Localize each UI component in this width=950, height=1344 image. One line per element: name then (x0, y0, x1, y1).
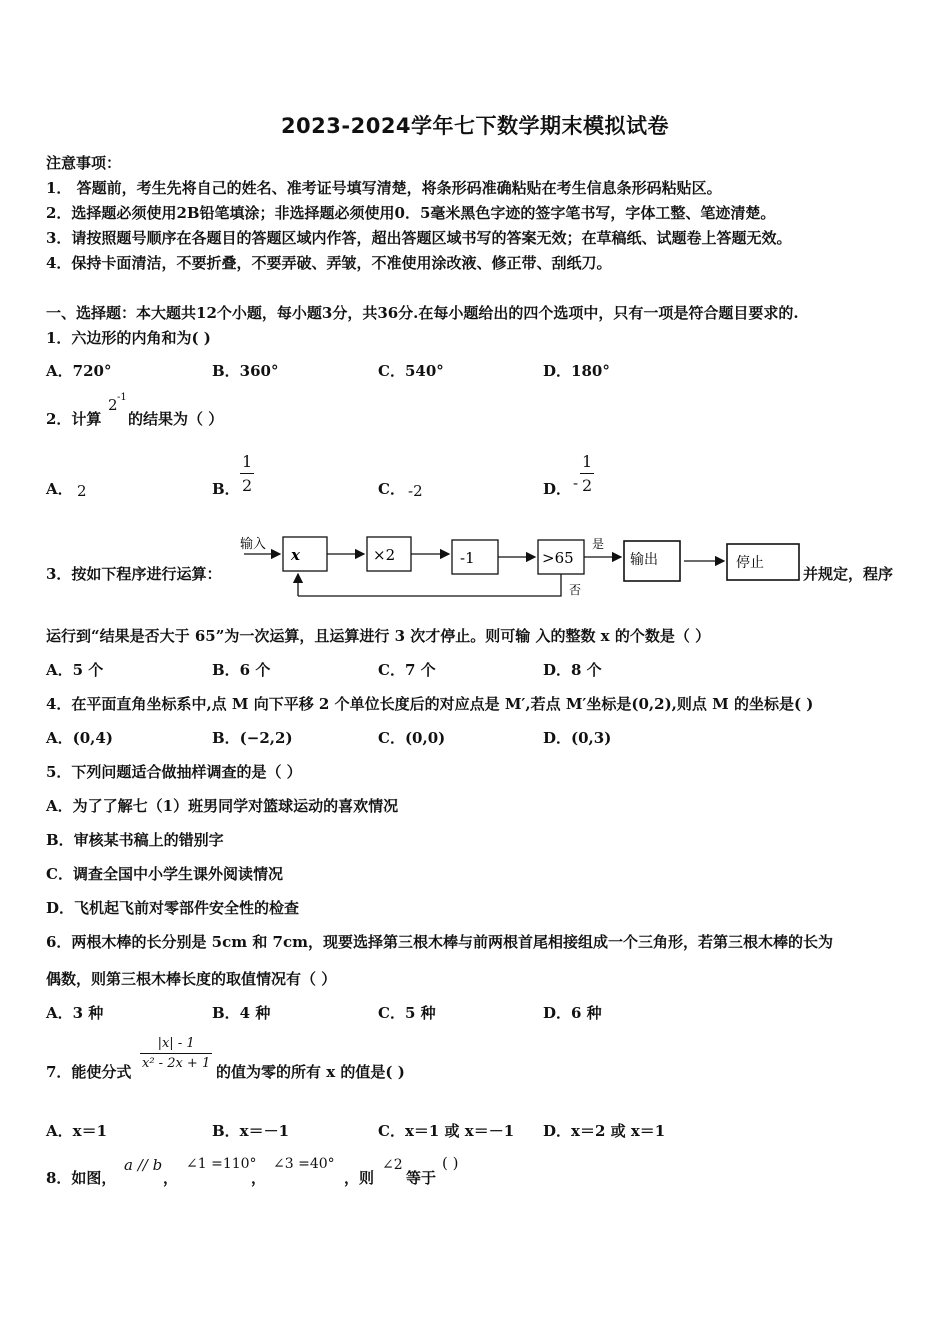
flow-box-output-label: 输出 (630, 552, 658, 568)
page-title: 2023-2024学年七下数学期末模拟试卷 (280, 114, 670, 138)
flow-box-compare-label: >65 (542, 549, 574, 567)
question-5-stem: 5．下列问题适合做抽样调查的是（ ） (46, 763, 302, 781)
q5-option-a: A．为了了解七（1）班男同学对篮球运动的喜欢情况 (46, 797, 399, 815)
q8-separator-1: ， (163, 1169, 179, 1187)
notice-item-4: 4．保持卡面清洁，不要折叠，不要弄破、弄皱，不准使用涂改液、修正带、刮纸刀。 (46, 254, 612, 272)
flow-box-x-label: x (291, 546, 300, 564)
q8-condition-angle1: ∠1 =110° (186, 1156, 257, 1172)
q5-option-d: D．飞机起飞前对零部件安全性的检查 (46, 899, 300, 917)
question-1-stem: 1．六边形的内角和为( ) (46, 329, 211, 347)
q4-option-b: B．(−2,2) (212, 729, 293, 747)
question-3-stem-before: 3．按如下程序进行运算： (46, 565, 222, 583)
q2-option-a-value: 2 (77, 482, 87, 500)
flow-box-multiply-label: ×2 (373, 546, 396, 564)
q2-option-b-fraction (240, 452, 254, 495)
q7-option-a: A．x＝1 (46, 1122, 108, 1140)
fraction-bar (140, 1053, 212, 1054)
flow-box-minus (452, 540, 498, 574)
q4-option-c: C．(0,0) (378, 729, 446, 747)
q5-option-c: C．调查全国中小学生课外阅读情况 (46, 865, 283, 883)
q2-option-a-label: A． (46, 480, 73, 498)
question-6-stem-2: 偶数，则第三根木棒长度的取值情况有（ ） (46, 970, 337, 988)
q2-option-d-denominator: 2 (582, 476, 593, 495)
q3-option-b: B．6 个 (212, 661, 271, 679)
question-6-stem: 6．两根木棒的长分别是 5cm 和 7cm，现要选择第三根木棒与前两根首尾相接组成一个三角形，若第三根木棒的长为 (46, 933, 833, 951)
question-8-stem-before: 8．如图， (46, 1169, 117, 1187)
q3-option-a: A．5 个 (46, 661, 104, 679)
q2-option-c-value: -2 (408, 482, 423, 500)
q2-option-b-denominator: 2 (242, 476, 253, 495)
q5-option-b: B．审核某书稿上的错别字 (46, 831, 224, 849)
section-heading: 一、选择题：本大题共12个小题，每小题3分，共36分.在每小题给出的四个选项中，只有一项是符合题目要求的. (46, 304, 799, 322)
question-3-line-2: 运行到“结果是否大于 65”为一次运算，且运算进行 3 次才停止。则可输 入的整数 x 的个数是（ ） (46, 627, 711, 645)
q2-option-d-numerator: 1 (582, 452, 593, 471)
q4-option-d: D．(0,3) (543, 729, 612, 747)
flow-box-x (283, 537, 327, 571)
fraction-bar (240, 473, 254, 474)
flow-loop-line (298, 574, 561, 596)
question-2-stem-before: 2．计算 (46, 410, 102, 428)
q4-option-a: A．(0,4) (46, 729, 113, 747)
q7-numerator: |x| - 1 (157, 1036, 195, 1051)
q2-option-c-label: C． (378, 480, 405, 498)
notice-item-1: 1． 答题前，考生先将自己的姓名、准考证号填写清楚，将条形码准确粘贴在考生信息条形码粘贴区。 (46, 179, 722, 197)
q3-option-d: D．8 个 (543, 661, 602, 679)
q1-option-d: D．180° (543, 362, 610, 380)
question-7-stem-before: 7．能使分式 (46, 1063, 132, 1081)
question-7-stem-after: 的值为零的所有 x 的值是( ) (216, 1063, 405, 1081)
notice-item-3: 3．请按照题号顺序在各题目的答题区域内作答，超出答题区域书写的答案无效；在草稿纸、试题卷上答题无效。 (46, 229, 792, 247)
q2-option-d-fraction (580, 452, 594, 495)
q8-angle2: ∠2 (382, 1157, 403, 1173)
q6-option-d: D．6 种 (543, 1004, 602, 1022)
q1-option-c: C．540° (378, 362, 444, 380)
q2-base: 2 (108, 396, 118, 414)
q8-mid-text: ，则 (344, 1169, 375, 1187)
q7-option-d: D．x＝2 或 x＝1 (543, 1122, 666, 1140)
question-4-stem: 4．在平面直角坐标系中,点 M 向下平移 2 个单位长度后的对应点是 M′,若点 M′坐标是(0,2),则点 M 的坐标是( ) (46, 695, 814, 713)
q8-separator-2: ， (251, 1169, 267, 1187)
flow-yes-label: 是 (592, 537, 605, 551)
flow-no-label: 否 (569, 583, 582, 597)
q6-option-a: A．3 种 (46, 1004, 104, 1022)
q8-answer-paren: ( ) (442, 1154, 459, 1172)
question-2-stem-after: 的结果为（ ） (128, 410, 224, 428)
flow-box-stop-label: 停止 (736, 555, 764, 571)
q1-option-a: A．720° (46, 362, 112, 380)
q8-stem-after: 等于 (406, 1169, 437, 1187)
notice-item-2: 2．选择题必须使用2B铅笔填涂；非选择题必须使用0．5毫米黑色字迹的签字笔书写，字体工整、笔迹清楚。 (46, 204, 776, 222)
q7-option-b: B．x＝－1 (212, 1122, 290, 1140)
q2-option-d-sign: - (573, 474, 579, 492)
question-3-stem-after: 并规定，程序 (803, 565, 894, 583)
q2-exponent: -1 (117, 392, 127, 403)
q2-option-b-label: B． (212, 480, 240, 498)
q6-option-b: B．4 种 (212, 1004, 271, 1022)
flow-input-label: 输入 (240, 537, 267, 552)
q7-fraction (140, 1036, 212, 1071)
flowchart (236, 530, 806, 606)
q7-denominator: x² - 2x + 1 (142, 1056, 211, 1071)
q8-condition-parallel: a // b (124, 1156, 163, 1174)
q2-option-b-numerator: 1 (242, 452, 253, 471)
flow-box-minus-label: -1 (460, 549, 475, 567)
q7-option-c: C．x＝1 或 x＝－1 (378, 1122, 515, 1140)
q3-option-c: C．7 个 (378, 661, 436, 679)
q6-option-c: C．5 种 (378, 1004, 436, 1022)
notice-heading: 注意事项： (46, 154, 122, 172)
q8-condition-angle3: ∠3 =40° (273, 1156, 335, 1172)
q2-option-d-label: D． (543, 480, 572, 498)
q1-option-b: B．360° (212, 362, 279, 380)
fraction-bar (580, 473, 594, 474)
